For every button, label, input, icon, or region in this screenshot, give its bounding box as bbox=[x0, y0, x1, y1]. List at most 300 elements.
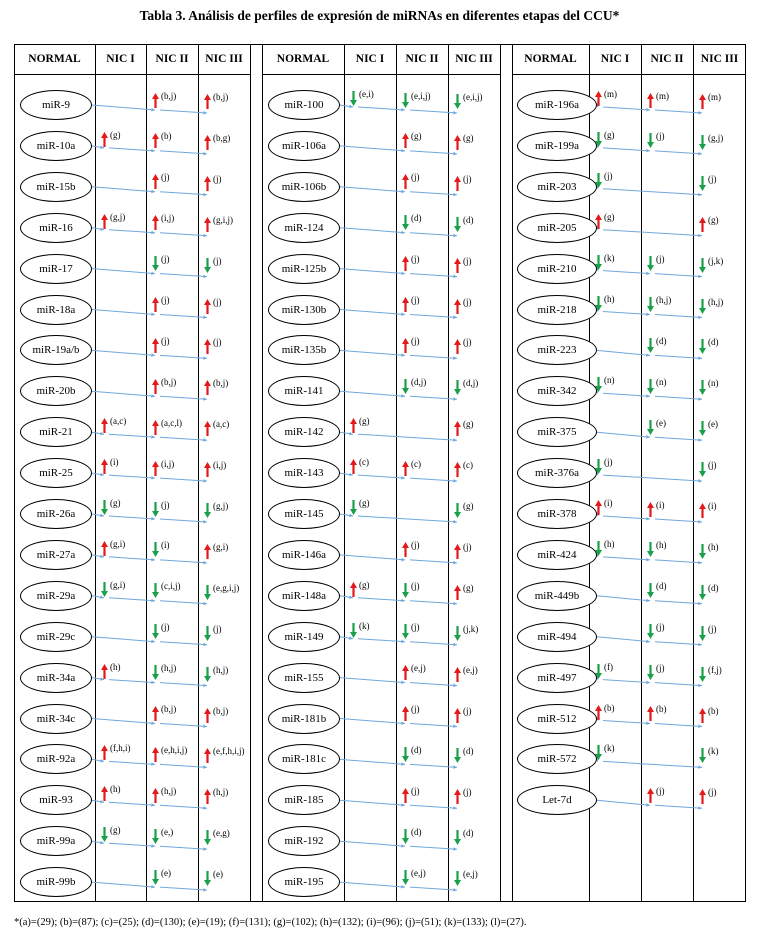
arrow-down-icon bbox=[152, 665, 159, 680]
arrow-up-icon bbox=[647, 788, 654, 803]
reference-code: (d,j) bbox=[463, 378, 479, 389]
arrow-down-icon bbox=[647, 665, 654, 680]
reference-code: (e,i,j) bbox=[463, 92, 483, 102]
arrow-up-icon bbox=[101, 132, 108, 147]
reference-code: (j) bbox=[708, 787, 717, 798]
reference-code: (j) bbox=[411, 172, 420, 183]
group-separator bbox=[250, 44, 251, 902]
arrow-up-icon bbox=[101, 541, 108, 556]
reference-code: (k) bbox=[604, 252, 615, 263]
arrow-up-icon bbox=[350, 582, 357, 597]
arrow-up-icon bbox=[454, 176, 461, 191]
arrow-up-icon bbox=[101, 745, 108, 760]
arrow-down-icon bbox=[595, 296, 602, 311]
reference-code: (e,f,h,i,j) bbox=[213, 746, 245, 757]
mirna-node: miR-99a bbox=[20, 826, 92, 856]
arrow-up-icon bbox=[402, 665, 409, 680]
arrow-up-icon bbox=[204, 789, 211, 804]
arrow-up-icon bbox=[204, 748, 211, 763]
reference-code: (g,j) bbox=[110, 211, 126, 222]
mirna-node: miR-512 bbox=[517, 704, 597, 734]
mirna-node: miR-106b bbox=[268, 172, 340, 202]
reference-code: (i,j) bbox=[161, 458, 175, 469]
header-underline bbox=[512, 74, 746, 75]
reference-code: (e) bbox=[708, 419, 718, 430]
column-divider bbox=[95, 44, 96, 902]
arrow-up-icon bbox=[402, 338, 409, 353]
mirna-node: miR-100 bbox=[268, 90, 340, 120]
reference-code: (j) bbox=[411, 295, 420, 305]
reference-code: (j) bbox=[213, 337, 222, 348]
reference-code: (j) bbox=[213, 623, 222, 634]
reference-code: (m) bbox=[708, 92, 721, 102]
mirna-node: miR-203 bbox=[517, 172, 597, 202]
reference-code: (g) bbox=[463, 501, 474, 511]
reference-code: (a,c) bbox=[110, 416, 127, 427]
reference-code: (i) bbox=[604, 498, 613, 508]
reference-code: (d) bbox=[708, 582, 719, 593]
mirna-node: miR-149 bbox=[268, 622, 340, 652]
reference-code: (j,k) bbox=[463, 623, 479, 634]
mirna-node: miR-34c bbox=[20, 704, 92, 734]
reference-code: (j) bbox=[463, 173, 472, 184]
reference-code: (j) bbox=[463, 255, 472, 266]
arrow-up-icon bbox=[152, 461, 159, 476]
arrow-up-icon bbox=[454, 135, 461, 150]
arrow-down-icon bbox=[647, 297, 654, 312]
arrow-up-icon bbox=[204, 339, 211, 354]
arrow-up-icon bbox=[699, 708, 706, 723]
arrow-up-icon bbox=[101, 418, 108, 433]
arrow-down-icon bbox=[204, 585, 211, 600]
mirna-node: miR-497 bbox=[517, 663, 597, 693]
mirna-node: miR-146a bbox=[268, 540, 340, 570]
reference-code: (e) bbox=[213, 869, 223, 880]
mirna-node: miR-16 bbox=[20, 213, 92, 243]
mirna-node: miR-124 bbox=[268, 213, 340, 243]
reference-code: (g) bbox=[110, 129, 121, 140]
reference-code: (d) bbox=[656, 335, 667, 346]
reference-code: (g) bbox=[110, 498, 121, 508]
reference-code: (n) bbox=[604, 375, 615, 386]
mirna-node: miR-21 bbox=[20, 417, 92, 447]
reference-code: (f,j) bbox=[708, 664, 722, 675]
arrow-up-icon bbox=[204, 217, 211, 232]
arrow-down-icon bbox=[699, 176, 706, 191]
arrow-up-icon bbox=[454, 667, 461, 682]
arrow-up-icon bbox=[204, 421, 211, 436]
header-underline bbox=[14, 74, 250, 75]
arrow-up-icon bbox=[699, 94, 706, 109]
column-header: NIC II bbox=[650, 53, 684, 65]
reference-code: (c) bbox=[463, 460, 473, 471]
arrow-down-icon bbox=[454, 626, 461, 641]
mirna-node: Let-7d bbox=[517, 785, 597, 815]
arrow-up-icon bbox=[152, 215, 159, 230]
arrow-up-icon bbox=[350, 459, 357, 474]
arrow-down-icon bbox=[152, 502, 159, 517]
reference-code: (e,h,i,j) bbox=[161, 744, 188, 755]
mirna-node: miR-92a bbox=[20, 744, 92, 774]
arrow-up-icon bbox=[204, 135, 211, 150]
reference-code: (j) bbox=[161, 254, 170, 265]
reference-code: (g,i) bbox=[213, 541, 229, 552]
mirna-node: miR-181c bbox=[268, 744, 340, 774]
arrow-down-icon bbox=[454, 748, 461, 763]
arrow-down-icon bbox=[647, 256, 654, 271]
column-divider bbox=[396, 44, 397, 902]
arrow-down-icon bbox=[647, 338, 654, 353]
arrow-up-icon bbox=[699, 217, 706, 232]
reference-code: (g,j) bbox=[708, 132, 724, 143]
reference-code: (d,j) bbox=[411, 376, 427, 387]
group-separator bbox=[512, 44, 513, 902]
reference-code: (j) bbox=[161, 622, 170, 633]
reference-code: (h) bbox=[604, 538, 615, 549]
reference-code: (n) bbox=[656, 376, 667, 387]
arrow-up-icon bbox=[699, 789, 706, 804]
arrow-down-icon bbox=[101, 582, 108, 597]
arrow-up-icon bbox=[454, 339, 461, 354]
reference-code: (g) bbox=[359, 498, 370, 508]
reference-code: (j) bbox=[463, 337, 472, 348]
reference-code: (e,i,j) bbox=[411, 90, 431, 101]
mirna-node: miR-9 bbox=[20, 90, 92, 120]
mirna-node: miR-192 bbox=[268, 826, 340, 856]
arrow-up-icon bbox=[204, 544, 211, 559]
arrow-down-icon bbox=[204, 503, 211, 518]
mirna-node: miR-572 bbox=[517, 744, 597, 774]
reference-code: (g,j) bbox=[213, 501, 229, 511]
mirna-node: miR-99b bbox=[20, 867, 92, 897]
mirna-node: miR-424 bbox=[517, 540, 597, 570]
arrow-up-icon bbox=[454, 585, 461, 600]
reference-code: (j) bbox=[708, 460, 717, 471]
reference-code: (j) bbox=[213, 296, 222, 307]
arrow-up-icon bbox=[595, 500, 602, 515]
reference-code: (e,j) bbox=[411, 663, 426, 674]
arrow-up-icon bbox=[402, 133, 409, 148]
arrow-up-icon bbox=[402, 706, 409, 721]
column-header: NIC I bbox=[355, 53, 385, 65]
arrow-up-icon bbox=[101, 214, 108, 229]
reference-code: (k) bbox=[708, 746, 719, 757]
arrow-down-icon bbox=[350, 623, 357, 638]
arrow-down-icon bbox=[699, 585, 706, 600]
arrow-down-icon bbox=[647, 133, 654, 148]
reference-code: (e) bbox=[161, 867, 171, 878]
arrow-down-icon bbox=[595, 255, 602, 270]
mirna-node: miR-155 bbox=[268, 663, 340, 693]
column-divider bbox=[198, 44, 199, 902]
reference-code: (j) bbox=[708, 173, 717, 184]
mirna-node: miR-125b bbox=[268, 254, 340, 284]
arrow-up-icon bbox=[699, 503, 706, 518]
reference-code: (d) bbox=[411, 213, 422, 224]
arrow-down-icon bbox=[402, 624, 409, 639]
reference-code: (b,j) bbox=[213, 705, 229, 716]
reference-code: (k) bbox=[359, 620, 370, 631]
arrow-down-icon bbox=[152, 583, 159, 598]
arrow-up-icon bbox=[101, 664, 108, 679]
reference-code: (e,g,i,j) bbox=[213, 582, 240, 593]
reference-code: (j) bbox=[604, 457, 613, 468]
mirna-node: miR-375 bbox=[517, 417, 597, 447]
arrow-down-icon bbox=[454, 217, 461, 232]
reference-code: (h,j) bbox=[656, 295, 672, 305]
reference-code: (j) bbox=[656, 785, 665, 796]
reference-code: (i) bbox=[161, 540, 170, 551]
reference-code: (h) bbox=[656, 540, 667, 551]
reference-code: (f) bbox=[604, 661, 613, 672]
arrow-down-icon bbox=[699, 380, 706, 395]
reference-code: (i) bbox=[656, 499, 665, 510]
arrow-up-icon bbox=[101, 786, 108, 801]
reference-code: (j) bbox=[604, 170, 613, 181]
arrow-up-icon bbox=[595, 91, 602, 106]
mirna-node: miR-29c bbox=[20, 622, 92, 652]
arrow-up-icon bbox=[454, 299, 461, 314]
arrow-down-icon bbox=[699, 421, 706, 436]
reference-code: (a,c) bbox=[213, 419, 230, 430]
reference-code: (m) bbox=[656, 90, 669, 101]
reference-code: (j) bbox=[463, 296, 472, 307]
arrow-down-icon bbox=[647, 624, 654, 639]
arrow-down-icon bbox=[454, 94, 461, 109]
arrow-up-icon bbox=[647, 502, 654, 517]
arrow-up-icon bbox=[152, 93, 159, 108]
column-header: NIC III bbox=[455, 53, 493, 65]
mirna-node: miR-196a bbox=[517, 90, 597, 120]
mirna-node: miR-218 bbox=[517, 295, 597, 325]
header-underline bbox=[262, 74, 500, 75]
reference-code: (n) bbox=[708, 378, 719, 389]
reference-code: (d) bbox=[411, 826, 422, 837]
arrow-down-icon bbox=[699, 667, 706, 682]
arrow-down-icon bbox=[204, 258, 211, 273]
arrow-up-icon bbox=[204, 462, 211, 477]
mirna-node: miR-199a bbox=[517, 131, 597, 161]
mirna-node: miR-181b bbox=[268, 704, 340, 734]
arrow-down-icon bbox=[402, 215, 409, 230]
reference-code: (c) bbox=[359, 457, 369, 468]
arrow-down-icon bbox=[454, 830, 461, 845]
reference-code: (h,j) bbox=[161, 663, 177, 674]
arrow-down-icon bbox=[699, 299, 706, 314]
reference-code: (b) bbox=[708, 705, 719, 716]
arrow-down-icon bbox=[595, 377, 602, 392]
reference-code: (h,j) bbox=[213, 664, 229, 675]
column-divider bbox=[344, 44, 345, 902]
arrow-up-icon bbox=[101, 459, 108, 474]
reference-code: (j) bbox=[411, 581, 420, 592]
arrow-down-icon bbox=[595, 173, 602, 188]
column-header: NORMAL bbox=[28, 53, 81, 65]
mirna-node: miR-205 bbox=[517, 213, 597, 243]
mirna-node: miR-195 bbox=[268, 867, 340, 897]
arrow-up-icon bbox=[454, 421, 461, 436]
reference-code: (b,j) bbox=[213, 92, 229, 102]
reference-code: (j) bbox=[708, 623, 717, 634]
arrow-up-icon bbox=[454, 789, 461, 804]
arrow-down-icon bbox=[402, 870, 409, 885]
arrow-up-icon bbox=[152, 174, 159, 189]
reference-code: (b,j) bbox=[161, 90, 177, 101]
reference-code: (i) bbox=[110, 457, 119, 468]
column-divider bbox=[641, 44, 642, 902]
reference-code: (d) bbox=[656, 581, 667, 592]
column-divider bbox=[448, 44, 449, 902]
arrow-down-icon bbox=[595, 541, 602, 556]
reference-code: (b) bbox=[604, 702, 615, 713]
mirna-node: miR-17 bbox=[20, 254, 92, 284]
arrow-down-icon bbox=[647, 420, 654, 435]
reference-code: (h,j) bbox=[161, 785, 177, 796]
arrow-down-icon bbox=[647, 542, 654, 557]
arrow-down-icon bbox=[402, 379, 409, 394]
reference-code: (b) bbox=[161, 131, 172, 142]
arrow-down-icon bbox=[204, 830, 211, 845]
group-separator bbox=[262, 44, 263, 902]
arrow-down-icon bbox=[647, 583, 654, 598]
arrow-up-icon bbox=[402, 542, 409, 557]
mirna-node: miR-210 bbox=[517, 254, 597, 284]
arrow-up-icon bbox=[204, 176, 211, 191]
mirna-node: miR-106a bbox=[268, 131, 340, 161]
arrow-down-icon bbox=[152, 542, 159, 557]
reference-code: (i) bbox=[708, 501, 717, 511]
arrow-up-icon bbox=[204, 380, 211, 395]
arrow-down-icon bbox=[402, 583, 409, 598]
reference-code: (j) bbox=[161, 295, 170, 305]
arrow-down-icon bbox=[204, 626, 211, 641]
reference-code: (k) bbox=[604, 743, 615, 754]
arrow-down-icon bbox=[101, 500, 108, 515]
reference-code: (a,c,l) bbox=[161, 417, 182, 428]
reference-code: (j) bbox=[161, 172, 170, 183]
arrow-down-icon bbox=[350, 91, 357, 106]
reference-code: (j) bbox=[463, 705, 472, 716]
arrow-down-icon bbox=[699, 462, 706, 477]
mirna-node: miR-26a bbox=[20, 499, 92, 529]
reference-code: (g) bbox=[604, 129, 615, 140]
arrow-up-icon bbox=[402, 174, 409, 189]
reference-code: (g,i) bbox=[110, 579, 126, 590]
mirna-node: miR-494 bbox=[517, 622, 597, 652]
reference-code: (d) bbox=[463, 828, 474, 839]
mirna-node: miR-342 bbox=[517, 376, 597, 406]
arrow-up-icon bbox=[152, 706, 159, 721]
reference-code: (e,j) bbox=[463, 664, 478, 675]
reference-code: (j) bbox=[656, 663, 665, 674]
arrow-up-icon bbox=[402, 788, 409, 803]
arrow-up-icon bbox=[152, 133, 159, 148]
arrow-up-icon bbox=[152, 788, 159, 803]
column-header: NIC III bbox=[205, 53, 243, 65]
reference-code: (e,) bbox=[161, 826, 174, 837]
reference-code: (f,h,i) bbox=[110, 743, 131, 754]
arrow-down-icon bbox=[595, 459, 602, 474]
arrow-down-icon bbox=[152, 870, 159, 885]
arrow-down-icon bbox=[595, 132, 602, 147]
arrow-up-icon bbox=[204, 94, 211, 109]
mirna-node: miR-25 bbox=[20, 458, 92, 488]
reference-code: (g) bbox=[463, 582, 474, 593]
mirna-node: miR-223 bbox=[517, 335, 597, 365]
reference-code: (h,j) bbox=[708, 296, 724, 307]
arrow-down-icon bbox=[454, 503, 461, 518]
mirna-node: miR-130b bbox=[268, 295, 340, 325]
reference-code: (e,j) bbox=[463, 869, 478, 880]
arrow-down-icon bbox=[699, 544, 706, 559]
arrow-down-icon bbox=[454, 380, 461, 395]
arrow-down-icon bbox=[699, 626, 706, 641]
arrow-up-icon bbox=[402, 256, 409, 271]
mirna-node: miR-20b bbox=[20, 376, 92, 406]
arrow-up-icon bbox=[402, 461, 409, 476]
arrow-down-icon bbox=[152, 829, 159, 844]
arrow-down-icon bbox=[204, 871, 211, 886]
reference-code: (b,j) bbox=[161, 376, 177, 387]
reference-code: (g) bbox=[359, 416, 370, 427]
arrow-up-icon bbox=[152, 420, 159, 435]
mirna-node: miR-93 bbox=[20, 785, 92, 815]
column-header: NORMAL bbox=[276, 53, 330, 65]
reference-code: (e,i) bbox=[359, 89, 374, 99]
reference-code: (g) bbox=[604, 211, 615, 222]
reference-code: (j) bbox=[411, 540, 420, 551]
arrow-down-icon bbox=[204, 667, 211, 682]
reference-code: (d) bbox=[411, 744, 422, 755]
arrow-up-icon bbox=[454, 462, 461, 477]
arrow-down-icon bbox=[699, 135, 706, 150]
reference-code: (c,i,j) bbox=[161, 581, 181, 592]
reference-code: (j) bbox=[411, 254, 420, 265]
column-divider bbox=[693, 44, 694, 902]
reference-code: (b) bbox=[656, 704, 667, 714]
arrow-up-icon bbox=[402, 297, 409, 312]
reference-code: (g) bbox=[359, 579, 370, 590]
arrow-up-icon bbox=[152, 379, 159, 394]
arrow-down-icon bbox=[595, 664, 602, 679]
column-header: NIC I bbox=[106, 53, 135, 65]
arrow-down-icon bbox=[152, 624, 159, 639]
mirna-node: miR-449b bbox=[517, 581, 597, 611]
arrow-up-icon bbox=[350, 418, 357, 433]
column-header: NIC III bbox=[700, 53, 739, 65]
reference-code: (j) bbox=[656, 254, 665, 265]
reference-code: (e,g) bbox=[213, 828, 230, 839]
reference-code: (j) bbox=[411, 335, 420, 346]
reference-code: (h) bbox=[604, 293, 615, 304]
mirna-node: miR-141 bbox=[268, 376, 340, 406]
mirna-node: miR-34a bbox=[20, 663, 92, 693]
arrow-down-icon bbox=[454, 871, 461, 886]
mirna-node: miR-29a bbox=[20, 581, 92, 611]
reference-code: (j) bbox=[411, 622, 420, 633]
mirna-node: miR-142 bbox=[268, 417, 340, 447]
column-header: NIC II bbox=[155, 53, 189, 65]
arrow-down-icon bbox=[699, 339, 706, 354]
reference-code: (j) bbox=[213, 173, 222, 184]
arrow-up-icon bbox=[647, 93, 654, 108]
arrow-down-icon bbox=[595, 745, 602, 760]
table-title: Tabla 3. Análisis de perfiles de expresión de miRNAs en diferentes etapas del CCU* bbox=[139, 8, 620, 23]
arrow-up-icon bbox=[647, 706, 654, 721]
reference-code: (g) bbox=[411, 131, 422, 142]
reference-code: (g) bbox=[110, 825, 121, 836]
reference-code: (h) bbox=[708, 541, 719, 552]
